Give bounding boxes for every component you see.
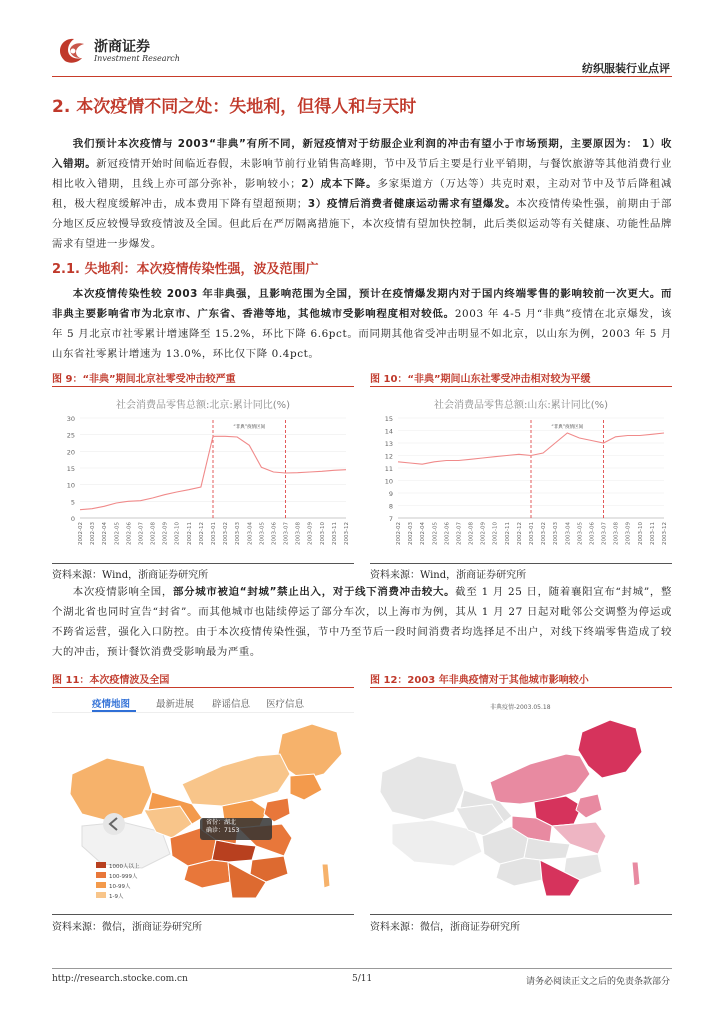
y-tick-label: 7 (388, 515, 393, 523)
brand-name-en: Investment Research (94, 54, 180, 63)
p2-bold: 部分城市被迫“封城”禁止出入，对于线下消费冲击较大。 (172, 586, 456, 598)
map-tooltip-confirmed: 确诊：7153 (206, 827, 240, 834)
y-tick-label: 30 (66, 415, 75, 423)
footer-url[interactable]: http://research.stocke.com.cn (52, 974, 188, 984)
x-tick-label: 2003-01 (211, 522, 217, 545)
x-tick-label: 2002-09 (480, 522, 487, 545)
y-tick-label: 20 (66, 448, 75, 457)
x-tick-label: 2003-06 (271, 522, 278, 545)
x-tick-label: 2003-10 (637, 522, 644, 545)
map-tabs-bar (52, 690, 354, 713)
legend-label: 1-9人 (109, 894, 124, 900)
x-tick-label: 2002-06 (126, 522, 133, 545)
x-tick-label: 2002-07 (456, 522, 463, 545)
footer-disclaimer: 请务必阅读正文之后的免责条款部分 (525, 977, 670, 987)
x-tick-label: 2003-07 (601, 522, 608, 545)
tab-rumor-info[interactable]: 辟谣信息 (212, 699, 251, 710)
map-tooltip-province: 省份：湖北 (206, 819, 237, 826)
page-number: 5/11 (352, 974, 373, 984)
legend-item (96, 872, 140, 882)
x-tick-label: 2002-07 (138, 522, 145, 545)
fig11-caption-rule (52, 687, 354, 688)
x-tick-label: 2002-11 (186, 522, 193, 545)
x-tick-label: 2002-04 (420, 522, 427, 545)
sars-map-panel (370, 690, 672, 912)
x-tick-label: 2002-08 (468, 522, 475, 545)
legend-swatch (96, 872, 106, 878)
x-tick-label: 2003-02 (223, 522, 230, 545)
y-tick-label: 12 (384, 452, 393, 461)
x-tick-label: 2003-07 (283, 522, 290, 545)
legend-swatch (96, 892, 106, 898)
x-tick-label: 2003-08 (613, 522, 620, 545)
legend-item (96, 882, 140, 892)
x-tick-label: 2002-12 (198, 522, 205, 545)
x-tick-label: 2002-02 (396, 522, 402, 545)
legend-label: 1000人以上 (109, 864, 140, 870)
chart1-title: 社会消费品零售总额:北京:累计同比(%) (115, 400, 291, 411)
legend-item (96, 862, 140, 872)
x-tick-label: 2003-04 (247, 522, 254, 545)
y-tick-label: 10 (66, 481, 75, 490)
map-legend (96, 862, 140, 902)
y-tick-label: 9 (388, 490, 393, 498)
x-tick-label: 2003-08 (295, 522, 302, 545)
fig10-source: 资料来源：Wind，浙商证券研究所 (370, 570, 527, 581)
x-tick-label: 2002-10 (174, 522, 181, 545)
subsection-paragraph-1 (52, 284, 672, 364)
fig12-source: 资料来源：微信，浙商证券研究所 (370, 922, 520, 933)
legend-swatch (96, 882, 106, 888)
x-tick-label: 2002-12 (516, 522, 523, 545)
x-tick-label: 2002-11 (504, 522, 511, 545)
footer-rule (52, 968, 672, 969)
subsection-title: 2.1. 失地利：本次疫情传染性强，波及范围广 (52, 262, 319, 277)
legend-label: 100-999人 (109, 874, 138, 880)
fig10-caption-rule (370, 386, 672, 387)
brand-logo (56, 34, 180, 70)
period-annotation: “非典”疫情区间 (233, 425, 266, 430)
x-tick-label: 2003-02 (541, 522, 548, 545)
fig10-caption: 图 10：“非典”期间山东社零受冲击相对较为平缓 (370, 374, 591, 385)
x-tick-label: 2003-12 (344, 522, 350, 545)
x-tick-label: 2002-05 (432, 522, 439, 545)
x-tick-label: 2003-11 (649, 522, 656, 545)
x-tick-label: 2002-05 (114, 522, 121, 545)
x-tick-label: 2002-02 (78, 522, 84, 545)
sars-map-title: 非典疫情-2003.05.18 (490, 704, 551, 711)
point-1-title: 1）收入错期。 (52, 138, 673, 170)
chart2-title: 社会消费品零售总额:山东:累计同比(%) (433, 400, 609, 411)
p1-bold: 本次疫情传染性较 2003 年非典强，且影响范围为全国，预计在疫情爆发期内对于国内终端零售的影响较前一次更大。而非典主要影响省市为北京市、广东省、香港等地，其他城市受影响程度相对较低。 (52, 288, 672, 320)
point-2-title: 2）成本下降。 (301, 178, 378, 190)
fig9-source-rule (52, 563, 354, 564)
point-1-text: 新冠疫情开始时间临近春假，未影响节前行业销售高峰期，节中及节后主要是行业平销期，与餐饮旅游等其他消费行业相比收入错期，且线上亦可部分弥补，影响较小； (52, 158, 672, 190)
point-3-text: 本次疫情传染性强，前期由于部分地区反应较慢导致疫情波及全国。但此后在严厉隔离措施下，本次疫情有望加快控制，此后类似运动等有关健康、功能性品牌需求有望进一步爆发。 (52, 198, 672, 250)
fig9-caption: 图 9：“非典”期间北京社零受冲击较严重 (52, 374, 236, 385)
intro-lead: 我们预计本次疫情与 2003“非典”有所不同，新冠疫情对于纺服企业利润的冲击有望小于市场预期，主要原因为： (72, 138, 638, 150)
legend-swatch (96, 862, 106, 868)
chart-beijing-retail (52, 410, 354, 560)
x-tick-label: 2002-03 (90, 522, 97, 545)
x-tick-label: 2002-03 (408, 522, 415, 545)
fig12-caption: 图 12：2003 年非典疫情对于其他城市影响较小 (370, 675, 589, 686)
y-tick-label: 0 (70, 515, 75, 523)
fig9-source: 资料来源：Wind，浙商证券研究所 (52, 570, 209, 581)
y-tick-label: 10 (384, 477, 393, 486)
x-tick-label: 2003-04 (565, 522, 572, 545)
fig12-source-rule (370, 914, 672, 915)
fig10-source-rule (370, 563, 672, 564)
report-type: 纺织服装行业点评 (582, 62, 670, 75)
x-tick-label: 2003-01 (529, 522, 535, 545)
x-tick-label: 2002-04 (102, 522, 109, 545)
x-tick-label: 2002-08 (150, 522, 157, 545)
x-tick-label: 2003-05 (259, 522, 266, 545)
x-tick-label: 2002-10 (492, 522, 499, 545)
subsection-paragraph-2 (52, 582, 672, 662)
y-tick-label: 15 (66, 465, 75, 473)
brand-name-cn: 浙商证券 (94, 39, 150, 55)
legend-item (96, 892, 140, 902)
y-tick-label: 14 (384, 427, 393, 436)
map-tooltip (206, 819, 239, 835)
intro-paragraph (52, 134, 672, 254)
y-tick-label: 13 (384, 440, 393, 448)
fig11-source: 资料来源：微信，浙商证券研究所 (52, 922, 202, 933)
point-3-title: 3）疫情后消费者健康运动需求有望爆发。 (307, 198, 517, 210)
x-tick-label: 2003-11 (331, 522, 338, 545)
fig11-source-rule (52, 914, 354, 915)
chart-shandong-retail (370, 410, 672, 560)
y-tick-label: 5 (70, 498, 75, 507)
x-tick-label: 2003-09 (625, 522, 632, 545)
x-tick-label: 2003-10 (319, 522, 326, 545)
active-tab-indicator (92, 710, 136, 712)
x-tick-label: 2003-05 (577, 522, 584, 545)
fig9-caption-rule (52, 386, 354, 387)
x-tick-label: 2003-12 (662, 522, 668, 545)
x-tick-label: 2002-06 (444, 522, 451, 545)
p2-lead: 本次疫情影响全国， (72, 586, 173, 598)
x-tick-label: 2003-06 (589, 522, 596, 545)
x-tick-label: 2003-09 (307, 522, 314, 545)
tab-epidemic-map[interactable]: 疫情地图 (92, 699, 131, 710)
fig12-caption-rule (370, 687, 672, 688)
header-rule (52, 76, 672, 77)
y-tick-label: 11 (384, 465, 393, 473)
p2-rest: 截至 1 月 25 日，随着襄阳宣布“封城”，整个湖北省也同时宣告“封省”。而其他城市也陆续停运了部分车次，以上海市为例，其从 1 月 27 日起对毗邻公交调整为停运或不跨省运营，强化入口防控。由于本次疫情传染性强，节中乃至节后一段时间消费者均选择足不出户，对线下终端零售造成了较大的冲击，预计餐饮消费受影响最为严重。 (52, 586, 672, 658)
fig11-caption: 图 11：本次疫情波及全国 (52, 675, 170, 686)
epidemic-map-panel (52, 690, 354, 912)
section-title: 2. 本次疫情不同之处：失地利，但得人和与天时 (52, 97, 417, 117)
point-2-text: 多家渠道方（万达等）共克时艰，主动对节中及节后降租减租，极大程度缓解冲击，成本费用下降有望超预期； (52, 178, 672, 210)
x-tick-label: 2002-09 (162, 522, 169, 545)
x-tick-label: 2003-03 (235, 522, 242, 545)
p1-rest: 2003 年 4-5 月“非典”疫情在北京爆发，该年 5 月北京市社零累计增速降至 15.2%，环比下降 6.6pct。而同期其他省受冲击明显不如北京，以山东为例，2003 年 5 月山东省社零累计增速为 13.0%，环比仅下降 0.4pct。 (52, 308, 672, 360)
y-tick-label: 25 (66, 431, 75, 440)
y-tick-label: 8 (388, 502, 393, 511)
tab-medical-info[interactable]: 医疗信息 (266, 699, 305, 710)
tab-latest-progress[interactable]: 最新进展 (156, 699, 195, 710)
x-tick-label: 2003-03 (553, 522, 560, 545)
y-tick-label: 15 (384, 415, 393, 423)
legend-label: 10-99人 (109, 884, 131, 890)
china-map-2003 (370, 712, 672, 912)
period-annotation: “非典”疫情区间 (551, 425, 584, 430)
brand-logo-icon (56, 36, 88, 66)
